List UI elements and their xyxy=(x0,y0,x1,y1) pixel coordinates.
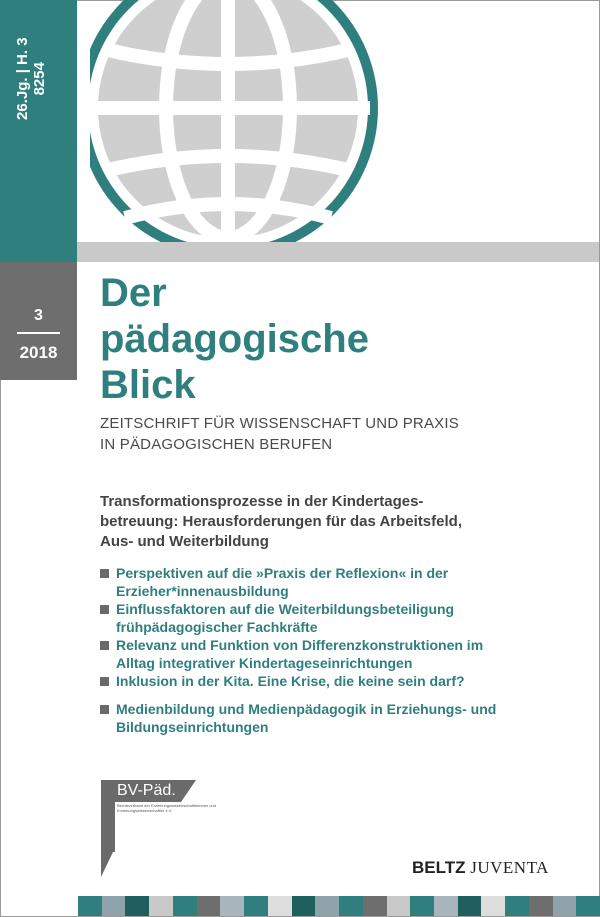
article-list xyxy=(100,564,520,736)
journal-title xyxy=(100,270,369,408)
title-line-2: pädagogische xyxy=(100,317,369,361)
strip-segment xyxy=(173,896,197,916)
article-title-line-2: Bildungseinrichtungen xyxy=(116,719,269,735)
strip-segment xyxy=(576,896,600,916)
strip-segment xyxy=(339,896,363,916)
article-title-line-1: Medienbildung und Medienpädagogik in Erziehungs- und xyxy=(116,701,497,717)
spine-band xyxy=(0,0,77,262)
bullet-square-icon xyxy=(100,605,109,614)
strip-segment xyxy=(458,896,482,916)
article-title-line-2: Alltag integrativer Kindertageseinrichtungen xyxy=(116,655,413,671)
issn-number: 8254 xyxy=(31,62,48,96)
strip-segment xyxy=(315,896,339,916)
strip-segment xyxy=(78,896,102,916)
strip-segment xyxy=(387,896,411,916)
strip-segment xyxy=(102,896,126,916)
article-item xyxy=(100,700,520,736)
volume-label: 26.Jg. | H. 3 xyxy=(14,37,31,120)
article-item xyxy=(100,672,520,690)
association-name: Berufsverband der Erziehungswissenschaftlerinnen und Erziehungswissenschaftler e.V. xyxy=(117,803,216,813)
title-line-1: Der xyxy=(100,271,167,315)
subtitle-line-1: ZEITSCHRIFT FÜR WISSENSCHAFT UND PRAXIS xyxy=(100,415,459,432)
strip-segment xyxy=(244,896,268,916)
strip-segment xyxy=(529,896,553,916)
issue-year: 2018 xyxy=(19,343,58,362)
bullet-square-icon xyxy=(100,569,109,578)
issue-theme xyxy=(100,492,520,552)
title-line-3: Blick xyxy=(100,363,196,407)
strip-segment xyxy=(410,896,434,916)
strip-segment xyxy=(505,896,529,916)
article-item xyxy=(100,636,520,672)
article-item xyxy=(100,600,520,636)
strip-segment xyxy=(481,896,505,916)
bottom-color-strip xyxy=(78,896,600,916)
issue-box xyxy=(0,262,77,380)
issue-divider xyxy=(17,332,60,334)
article-title-line-1: Einflussfaktoren auf die Weiterbildungsbeteiligung xyxy=(116,601,455,617)
strip-segment xyxy=(220,896,244,916)
article-title-line-1: Perspektiven auf die »Praxis der Reflexion« in der xyxy=(116,565,449,581)
issue-number: 3 xyxy=(34,307,43,324)
strip-segment xyxy=(125,896,149,916)
strip-segment xyxy=(149,896,173,916)
strip-segment xyxy=(553,896,577,916)
grey-band xyxy=(77,242,599,262)
strip-segment xyxy=(363,896,387,916)
journal-subtitle xyxy=(100,413,459,455)
volume-info xyxy=(14,37,48,120)
bv-paed-logo-text: BV-Päd. xyxy=(117,782,176,799)
publisher-name-1: BELTZ xyxy=(412,858,466,877)
article-title-line-1: Inklusion in der Kita. Eine Krise, die keine sein darf? xyxy=(116,673,465,689)
bullet-square-icon xyxy=(100,677,109,686)
theme-line-3: Aus- und Weiterbildung xyxy=(100,533,269,550)
publisher-name-2: JUVENTA xyxy=(470,858,549,877)
subtitle-line-2: IN PÄDAGOGISCHEN BERUFEN xyxy=(100,436,333,453)
strip-segment xyxy=(434,896,458,916)
bullet-square-icon xyxy=(100,705,109,714)
article-item xyxy=(100,564,520,600)
strip-segment xyxy=(268,896,292,916)
theme-line-1: Transformationsprozesse in der Kindertages- xyxy=(100,493,424,510)
publisher-logo xyxy=(412,858,549,878)
article-title-line-2: Erzieher*innenausbildung xyxy=(116,583,289,599)
article-title-line-2: frühpädagogischer Fachkräfte xyxy=(116,619,318,635)
article-title-line-1: Relevanz und Funktion von Differenzkonstruktionen im xyxy=(116,637,484,653)
globe-icon xyxy=(90,0,390,242)
strip-segment xyxy=(292,896,316,916)
bullet-square-icon xyxy=(100,641,109,650)
theme-line-2: betreuung: Herausforderungen für das Arbeitsfeld, xyxy=(100,513,462,530)
strip-segment xyxy=(197,896,221,916)
